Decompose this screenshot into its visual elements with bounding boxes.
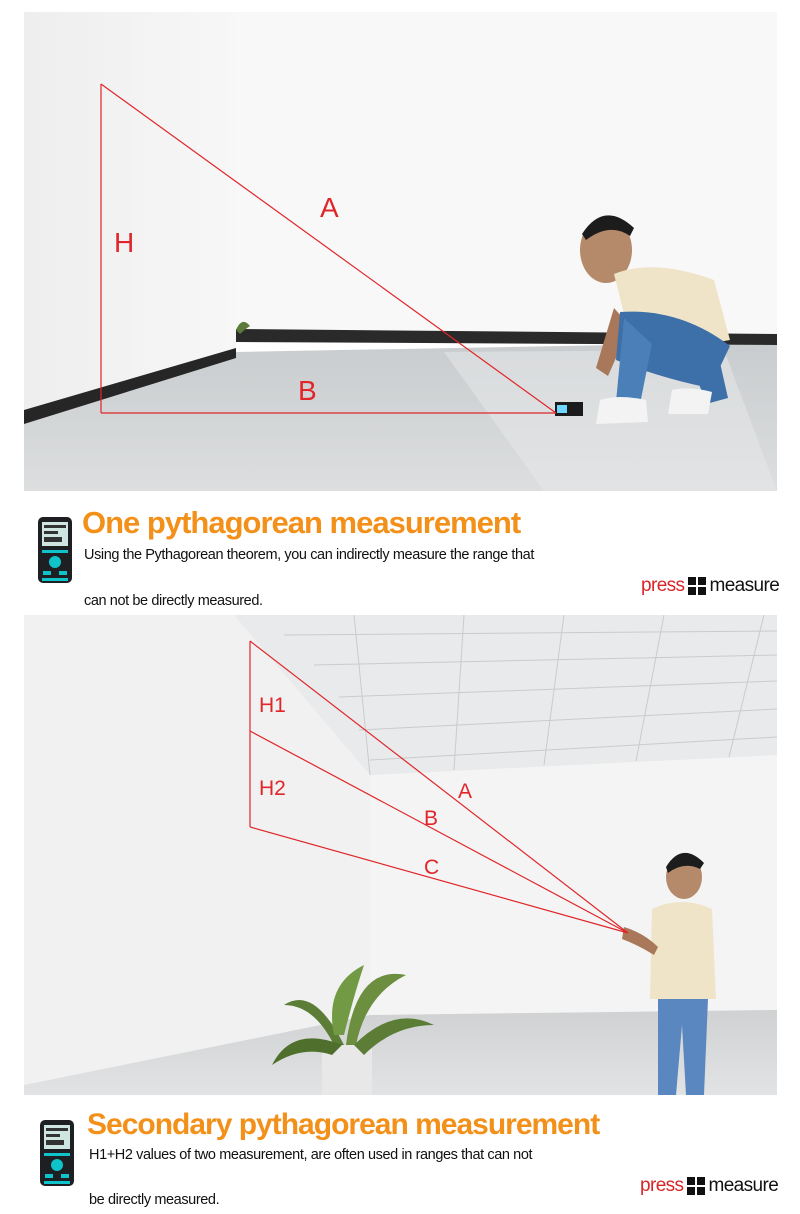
label-h1: H1 (259, 694, 286, 717)
description-line-2: be directly measured. (89, 1192, 220, 1208)
label-a: A (320, 192, 339, 223)
section-title-secondary: Secondary pythagorean measurement (87, 1108, 600, 1141)
scene-photo-secondary-measurement (24, 615, 777, 1095)
room-scene-2 (24, 615, 777, 1095)
press-measure-instruction (640, 1175, 778, 1197)
measure-text: measure (709, 575, 780, 596)
label-h: H (114, 227, 135, 258)
press-text: press (641, 575, 685, 596)
label-a: A (458, 780, 473, 803)
caption-one-measurement (0, 491, 800, 615)
measure-grid-icon (688, 577, 706, 595)
caption-secondary-measurement (0, 1095, 800, 1214)
scene-photo-one-measurement (24, 12, 777, 491)
press-text: press (640, 1175, 684, 1196)
description-line-2: can not be directly measured. (84, 593, 263, 609)
section-title-one: One pythagorean measurement (82, 505, 521, 540)
label-h2: H2 (259, 777, 286, 800)
rangefinder-device-icon (39, 1119, 75, 1187)
label-b: B (298, 375, 317, 406)
measure-text: measure (708, 1175, 779, 1196)
rangefinder-device-icon (37, 516, 73, 584)
label-b: B (424, 807, 439, 830)
measure-grid-icon (687, 1177, 705, 1195)
press-measure-instruction (641, 575, 779, 597)
room-scene-1 (24, 12, 777, 491)
description-line-1: Using the Pythagorean theorem, you can indirectly measure the range that (84, 547, 534, 563)
label-c: C (424, 856, 440, 879)
description-line-1: H1+H2 values of two measurement, are often used in ranges that can not (89, 1147, 533, 1163)
